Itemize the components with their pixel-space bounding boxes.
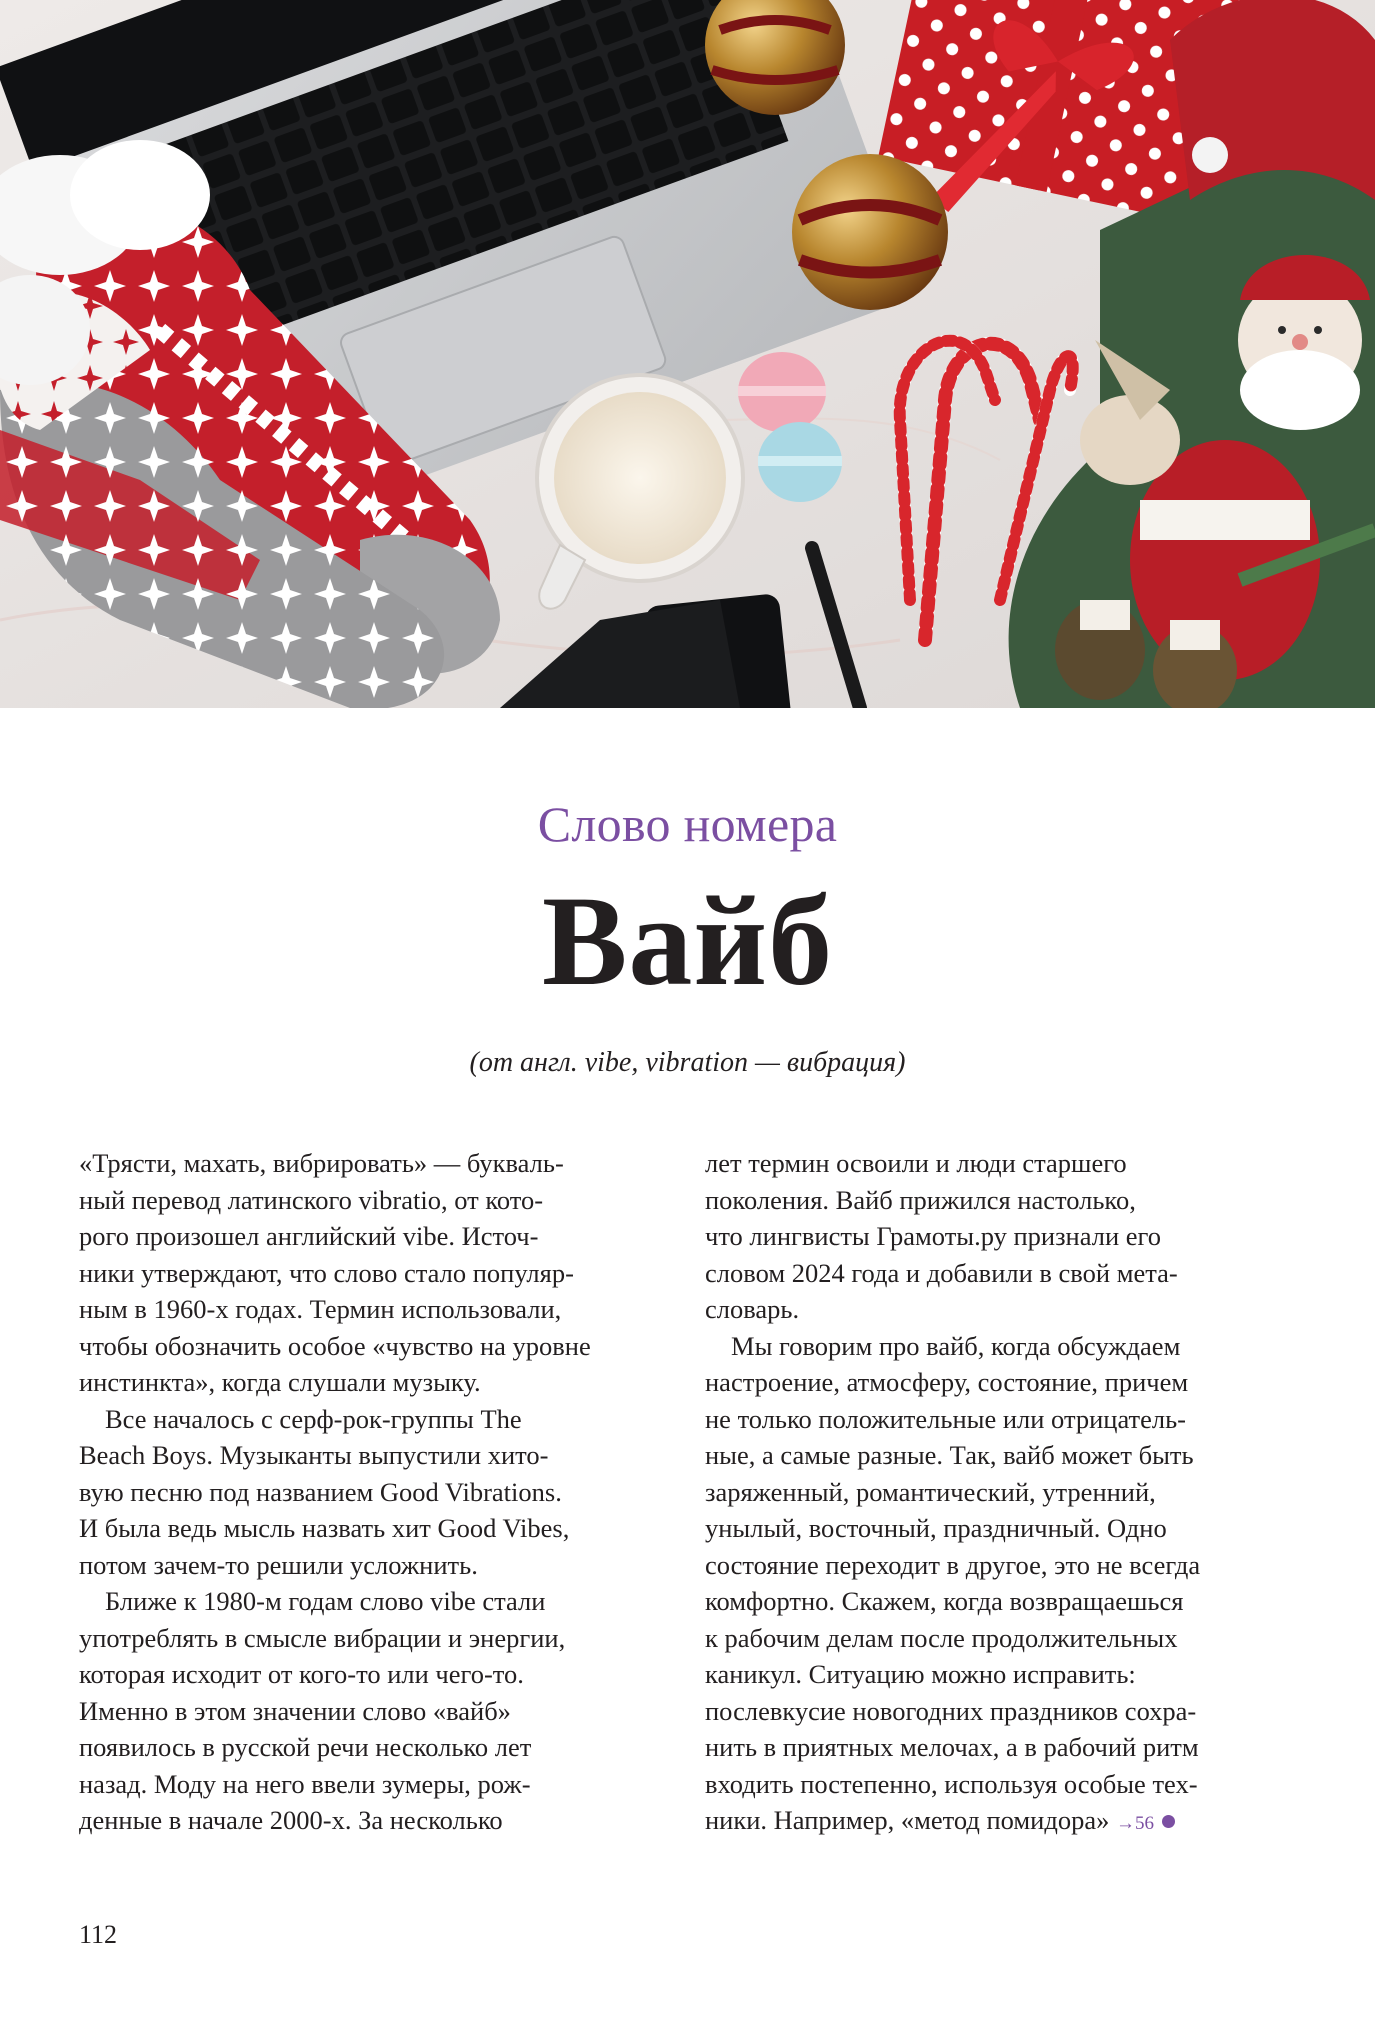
text-line: словом 2024 года и добавили в свой мета- (705, 1257, 1178, 1288)
rubric-kicker: Слово номера (537, 796, 838, 852)
text-line: ным в 1960-х годах. Термин использовали, (79, 1294, 562, 1324)
text-line: ные, а самые разные. Так, вайб может быть (705, 1440, 1194, 1470)
text-line: нить в приятных мелочах, а в рабочий ритм (705, 1732, 1199, 1762)
page-reference-link[interactable]: →56 (1115, 1813, 1154, 1834)
text-line: назад. Моду на него ввели зумеры, рож- (79, 1768, 531, 1799)
text-line: унылый, восточный, праздничный. Одно (705, 1513, 1167, 1543)
etymology-note: (от англ. vibe, vibration — вибрация) (469, 1047, 906, 1078)
text-line: Именно в этом значении слово «вайб» (79, 1695, 511, 1726)
text-line: Все началось с серф-рок-группы The (105, 1403, 522, 1434)
text-line: каникул. Ситуацию можно исправить: (705, 1659, 1136, 1689)
text-line: Ближе к 1980-м годам слово vibe стали (105, 1586, 546, 1616)
text-line: состояние переходит в другое, это не всегда (705, 1549, 1201, 1580)
text-line: настроение, атмосферу, состояние, причем (705, 1367, 1189, 1397)
text-line: послевкусие новогодних праздников сохра- (705, 1695, 1197, 1726)
body-column-right (705, 1145, 1320, 1843)
text-line: рого произошел английский vibe. Источ- (79, 1221, 539, 1251)
text-line: входить постепенно, используя особые тех- (705, 1768, 1198, 1799)
text-line: вую песню под названием Good Vibrations. (79, 1476, 562, 1507)
page-number: 112 (79, 1920, 118, 1949)
text-line: потом зачем-то решили усложнить. (79, 1549, 478, 1580)
text-line: ники. Например, «метод помидора» (705, 1805, 1110, 1835)
last-line (705, 1802, 1320, 1843)
body-column-left (79, 1145, 694, 1839)
text-line: чтобы обозначить особое «чувство на уровне (79, 1330, 591, 1361)
text-line: поколения. Вайб прижился настолько, (705, 1184, 1136, 1215)
end-mark-dot-icon (1162, 1815, 1175, 1828)
text-line: «Трясти, махать, вибрировать» — букваль- (79, 1148, 564, 1178)
article-title: Вайб (541, 870, 834, 1012)
text-line: лет термин освоили и люди старшего (705, 1148, 1127, 1178)
text-line: заряженный, романтический, утренний, (705, 1476, 1156, 1507)
text-line: Beach Boys. Музыканты выпустили хито- (79, 1440, 549, 1470)
text-line: И была ведь мысль назвать хит Good Vibes, (79, 1513, 570, 1543)
text-line: к рабочим делам после продолжительных (705, 1622, 1178, 1653)
text-line: инстинкта», когда слушали музыку. (79, 1367, 481, 1397)
text-line: словарь. (705, 1294, 800, 1324)
text-line: Мы говорим про вайб, когда обсуждаем (731, 1330, 1181, 1361)
text-line: не только положительные или отрицатель- (705, 1403, 1187, 1434)
text-line: денные в начале 2000-х. За несколько (79, 1805, 503, 1835)
text-line: которая исходит от кого-то или чего-то. (79, 1659, 524, 1689)
text-line: ный перевод латинского vibratio, от кото- (79, 1184, 544, 1215)
text-line: комфортно. Скажем, когда возвращаешься (705, 1586, 1184, 1616)
text-line: употреблять в смысле вибрации и энергии, (79, 1622, 566, 1653)
text-line: ники утверждают, что слово стало популяр- (79, 1257, 574, 1288)
text-line: что лингвисты Грамоты.ру признали его (705, 1221, 1161, 1251)
text-line: появилось в русской речи несколько лет (79, 1732, 532, 1762)
hero-photo (0, 0, 1375, 708)
